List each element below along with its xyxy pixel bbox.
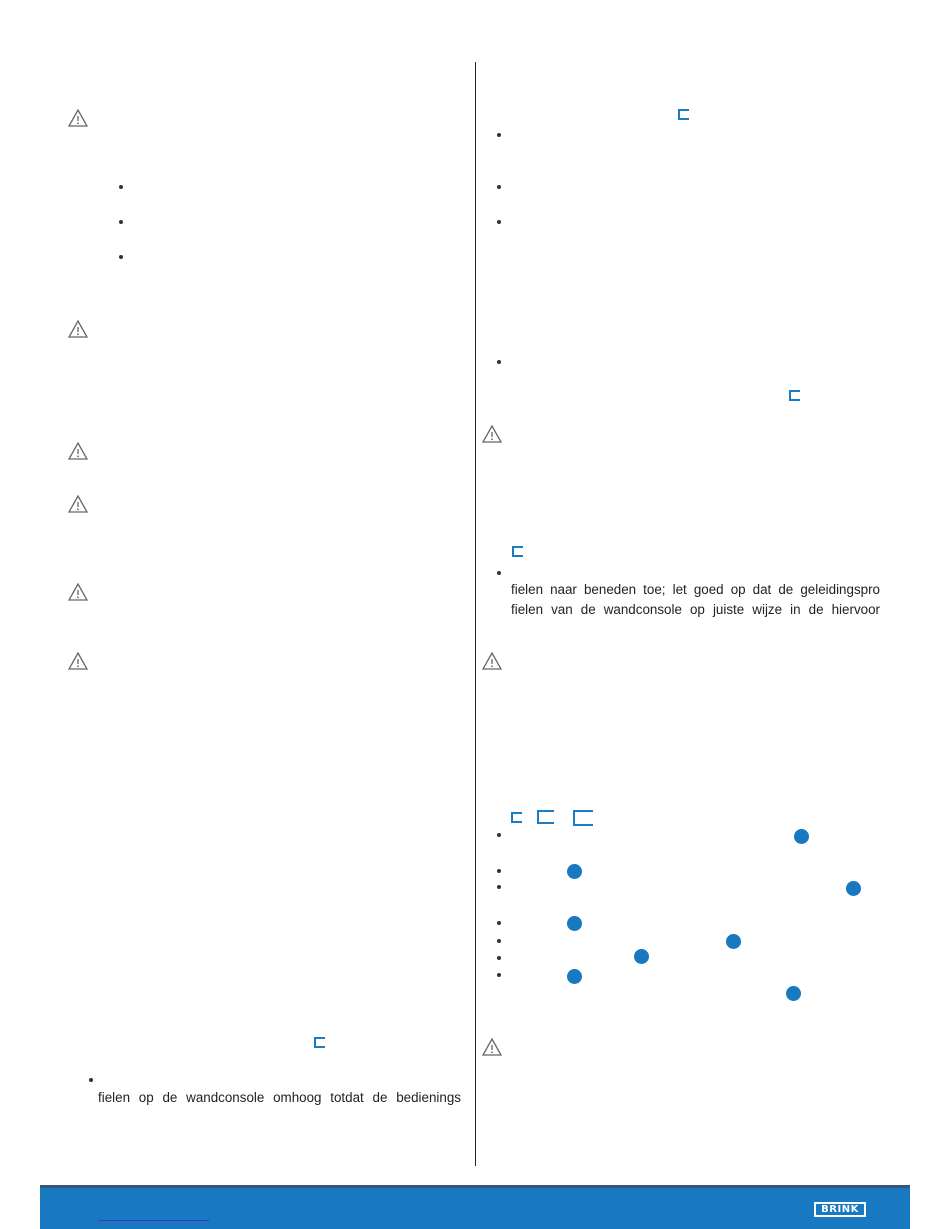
warning-triangle-icon — [68, 109, 88, 127]
figure-bracket-icon — [537, 810, 552, 824]
callout-dot-icon — [634, 949, 649, 964]
warning-triangle-icon — [68, 320, 88, 338]
figure-bracket-icon — [314, 1037, 323, 1048]
bullet-point — [119, 220, 123, 224]
figure-bracket-icon — [789, 390, 798, 401]
brink-logo: BRINK — [814, 1202, 866, 1217]
body-text-line: fielen naar beneden toe; let goed op dat de geleidingspro — [511, 582, 880, 597]
warning-triangle-icon — [68, 495, 88, 513]
callout-dot-icon — [726, 934, 741, 949]
bullet-point — [119, 185, 123, 189]
bullet-point — [119, 255, 123, 259]
bullet-point — [497, 869, 501, 873]
callout-dot-icon — [794, 829, 809, 844]
bullet-point — [497, 133, 501, 137]
footer-top-rule — [40, 1185, 910, 1188]
warning-triangle-icon — [68, 583, 88, 601]
callout-dot-icon — [567, 969, 582, 984]
bullet-point — [497, 571, 501, 575]
bullet-point — [89, 1078, 93, 1082]
figure-bracket-icon — [678, 109, 687, 120]
warning-triangle-icon — [482, 425, 502, 443]
warning-triangle-icon — [482, 652, 502, 670]
warning-triangle-icon — [68, 652, 88, 670]
column-divider — [475, 62, 476, 1166]
bullet-point — [497, 833, 501, 837]
bullet-point — [497, 973, 501, 977]
bullet-point — [497, 360, 501, 364]
figure-bracket-icon — [511, 812, 520, 823]
figure-bracket-icon — [573, 810, 591, 826]
page-footer — [40, 1185, 910, 1229]
warning-triangle-icon — [482, 1038, 502, 1056]
bullet-point — [497, 956, 501, 960]
callout-dot-icon — [567, 916, 582, 931]
footer-link[interactable] — [99, 1220, 209, 1221]
bullet-point — [497, 885, 501, 889]
bullet-point — [497, 939, 501, 943]
warning-triangle-icon — [68, 442, 88, 460]
bullet-point — [497, 921, 501, 925]
bullet-point — [497, 185, 501, 189]
body-text-line: fielen van de wandconsole op juiste wijze in de hiervoor — [511, 602, 880, 617]
callout-dot-icon — [786, 986, 801, 1001]
callout-dot-icon — [846, 881, 861, 896]
figure-bracket-icon — [512, 546, 521, 557]
body-text-line: fielen op de wandconsole omhoog totdat de bedienings — [98, 1090, 461, 1105]
callout-dot-icon — [567, 864, 582, 879]
bullet-point — [497, 220, 501, 224]
